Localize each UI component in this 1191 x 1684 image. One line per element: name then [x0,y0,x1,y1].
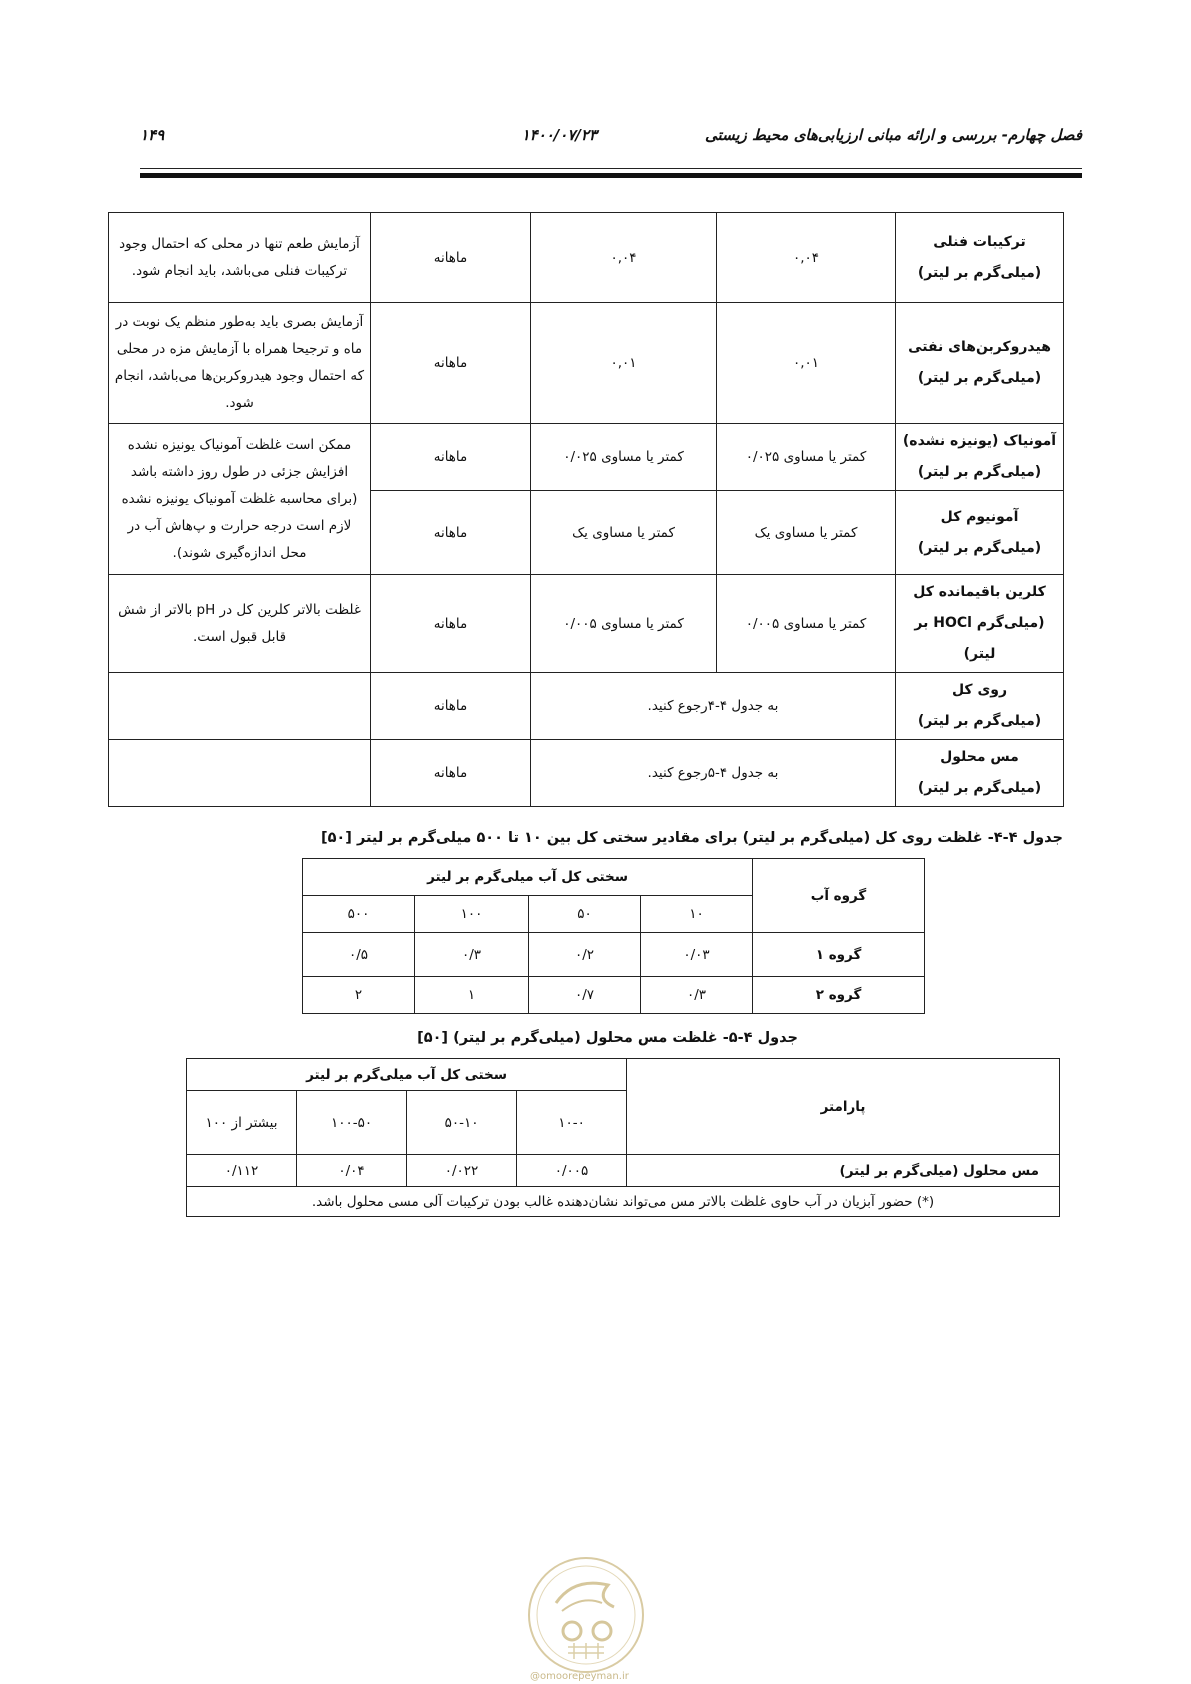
zinc-concentration-table [302,858,925,1014]
limit-value: کمتر یا مساوی یک [717,491,896,575]
param-note: غلظت بالاتر کلرین کل در pH بالاتر از شش قابل قبول است. [109,575,371,673]
table-row [303,977,925,1014]
limit-value: کمتر یا مساوی ۰/۰۰۵ [531,575,717,673]
watermark-url: @omoorepeyman.ir [530,1671,629,1682]
hardness-range: ۱۰-۰ [517,1091,627,1155]
table-cell: ۱ [415,977,529,1014]
table-cell: ۰/۰۲۲ [407,1155,517,1187]
header-rule-thin [140,168,1082,169]
param-header: پارامتر [627,1059,1060,1155]
param-name: هیدروکربن‌های نفتی (میلی‌گرم بر لیتر) [896,303,1064,424]
hardness-range: بیشتر از ۱۰۰ [187,1091,297,1155]
hardness-header: سختی کل آب میلی‌گرم بر لیتر [303,859,753,896]
table-header-row [303,859,925,896]
table-reference: به جدول ۴-۵رجوع کنید. [531,740,896,807]
limit-value: کمتر یا مساوی ۰/۰۰۵ [717,575,896,673]
monitoring-frequency: ماهانه [371,303,531,424]
page-header [140,126,1082,152]
header-date: ۱۴۰۰/۰۷/۲۳ [521,126,597,144]
limit-value: ۰,۰۴ [531,213,717,303]
param-note [109,673,371,740]
table-footnote: (*) حضور آبزیان در آب حاوی غلظت بالاتر مس می‌تواند نشان‌دهنده غالب بودن ترکیبات آلی مسی محلول باشد. [187,1187,1060,1217]
group-header: گروه آب [753,859,925,933]
chapter-title: فصل چهارم- بررسی و ارائه مبانی ارزیابی‌های محیط زیستی [704,126,1082,144]
monitoring-frequency: ماهانه [371,213,531,303]
param-note [109,740,371,807]
limit-value: کمتر یا مساوی ۰/۰۲۵ [717,424,896,491]
group-label: گروه ۲ [753,977,925,1014]
table-row [303,933,925,977]
hardness-header: سختی کل آب میلی‌گرم بر لیتر [187,1059,627,1091]
monitoring-frequency: ماهانه [371,575,531,673]
table-cell: ۰/۰۰۵ [517,1155,627,1187]
table-cell: ۰/۵ [303,933,415,977]
table-row [109,303,1064,424]
table-row [109,575,1064,673]
limit-value: ۰,۰۴ [717,213,896,303]
limit-value: کمتر یا مساوی ۰/۰۲۵ [531,424,717,491]
limit-value: ۰,۰۱ [531,303,717,424]
table-row [109,424,1064,491]
table-row [109,673,1064,740]
hardness-level: ۵۰۰ [303,896,415,933]
group-label: گروه ۱ [753,933,925,977]
table-row [109,213,1064,303]
copper-table-caption: جدول ۴-۵- غلظت مس محلول (میلی‌گرم بر لیتر) [۵۰] [417,1030,798,1046]
param-note: ممکن است غلظت آمونیاک یونیزه نشده افزایش جزئی در طول روز داشته باشد (برای محاسبه غلظت آمونیاک یونیزه نشده لازم است درجه حرارت و پ‌هاش آب در محل اندازه‌گیری شوند). [109,424,371,575]
table-cell: ۰/۷ [529,977,641,1014]
param-name: روی کل (میلی‌گرم بر لیتر) [896,673,1064,740]
publisher-seal-logo [526,1555,646,1675]
monitoring-frequency: ماهانه [371,673,531,740]
table-cell: ۰/۰۳ [641,933,753,977]
row-label: مس محلول (میلی‌گرم بر لیتر) [627,1155,1060,1187]
limit-value: ۰,۰۱ [717,303,896,424]
table-cell: ۰/۳ [641,977,753,1014]
header-rule-thick [140,173,1082,178]
param-name: مس محلول (میلی‌گرم بر لیتر) [896,740,1064,807]
param-name: کلرین باقیمانده کل (میلی‌گرم HOCl بر لیتر) [896,575,1064,673]
monitoring-frequency: ماهانه [371,491,531,575]
param-name: ترکیبات فنلی (میلی‌گرم بر لیتر) [896,213,1064,303]
zinc-table-caption: جدول ۴-۴- غلظت روی کل (میلی‌گرم بر لیتر) برای مقادیر سختی کل بین ۱۰ تا ۵۰۰ میلی‌گرم بر لیتر [۵۰] [320,830,1063,846]
table-row [109,740,1064,807]
table-row [187,1187,1060,1217]
table-header-row [187,1059,1060,1091]
limit-value: کمتر یا مساوی یک [531,491,717,575]
param-name: آمونیاک (یونیزه نشده) (میلی‌گرم بر لیتر) [896,424,1064,491]
param-note: آزمایش طعم تنها در محلی که احتمال وجود ترکیبات فنلی می‌باشد، باید انجام شود. [109,213,371,303]
monitoring-frequency: ماهانه [371,424,531,491]
table-cell: ۲ [303,977,415,1014]
hardness-level: ۱۰۰ [415,896,529,933]
hardness-level: ۵۰ [529,896,641,933]
table-cell: ۰/۰۴ [297,1155,407,1187]
param-note: آزمایش بصری باید به‌طور منظم یک نوبت در ماه و ترجیحا همراه با آزمایش مزه در محلی که احتمال وجود هیدروکربن‌ها می‌باشد، انجام شود. [109,303,371,424]
table-cell: ۰/۲ [529,933,641,977]
table-row [187,1155,1060,1187]
table-cell: ۰/۱۱۲ [187,1155,297,1187]
param-name: آمونیوم کل (میلی‌گرم بر لیتر) [896,491,1064,575]
table-reference: به جدول ۴-۴رجوع کنید. [531,673,896,740]
hardness-range: ۵۰-۱۰ [407,1091,517,1155]
page-number: ۱۴۹ [140,126,165,144]
hardness-level: ۱۰ [641,896,753,933]
table-cell: ۰/۳ [415,933,529,977]
water-quality-parameters-table [108,212,1064,807]
monitoring-frequency: ماهانه [371,740,531,807]
copper-concentration-table [186,1058,1060,1217]
hardness-range: ۱۰۰-۵۰ [297,1091,407,1155]
